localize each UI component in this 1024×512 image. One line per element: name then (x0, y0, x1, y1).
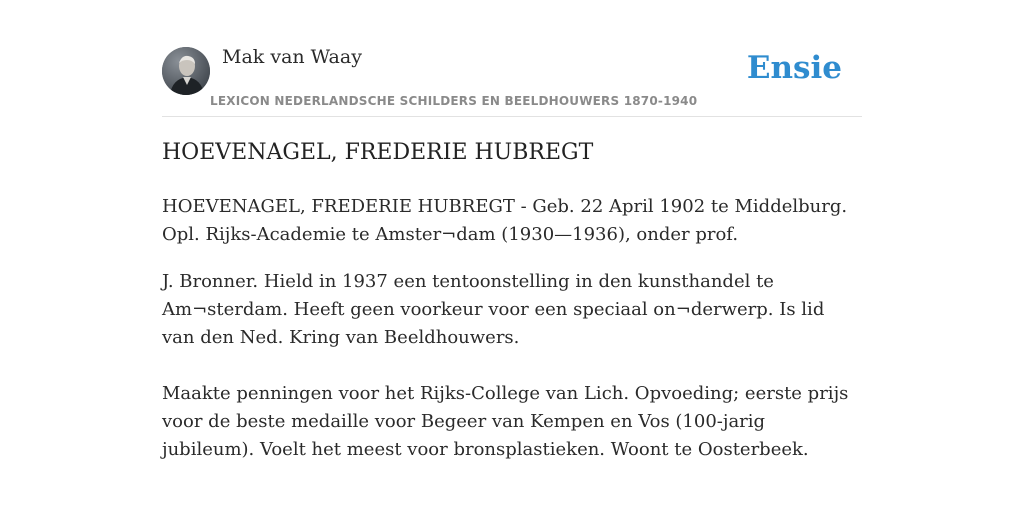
source-lexicon[interactable]: LEXICON NEDERLANDSCHE SCHILDERS EN BEELDHOUWERS 1870-1940 (210, 94, 698, 108)
avatar[interactable] (162, 47, 210, 95)
paragraph: J. Bronner. Hield in 1937 een tentoonstelling in den kunsthandel te Am¬sterdam. Heeft geen voorkeur voor een speciaal on¬derwerp. Is lid van den Ned. Kring van Beeldhouwers. (162, 271, 825, 348)
ensie-logo[interactable]: Ensie (746, 50, 842, 86)
paragraph: Maakte penningen voor het Rijks-College van Lich. Opvoeding; eerste prijs voor de beste medaille voor Begeer van Kempen en Vos (100-jarig jubileum). Voelt het meest voor bronsplastieken. Woont te Oosterbeek. (162, 383, 849, 460)
author-portrait-icon (162, 47, 210, 95)
article-body (162, 193, 862, 464)
paragraph: HOEVENAGEL, FREDERIE HUBREGT - Geb. 22 April 1902 te Middelburg. Opl. Rijks-Academie te Amster¬dam (1930—1936), onder prof. (162, 196, 848, 245)
page-title: HOEVENAGEL, FREDERIE HUBREGT (162, 140, 594, 165)
article-card (162, 0, 862, 512)
article-header (162, 0, 862, 117)
author-name[interactable]: Mak van Waay (222, 46, 362, 68)
